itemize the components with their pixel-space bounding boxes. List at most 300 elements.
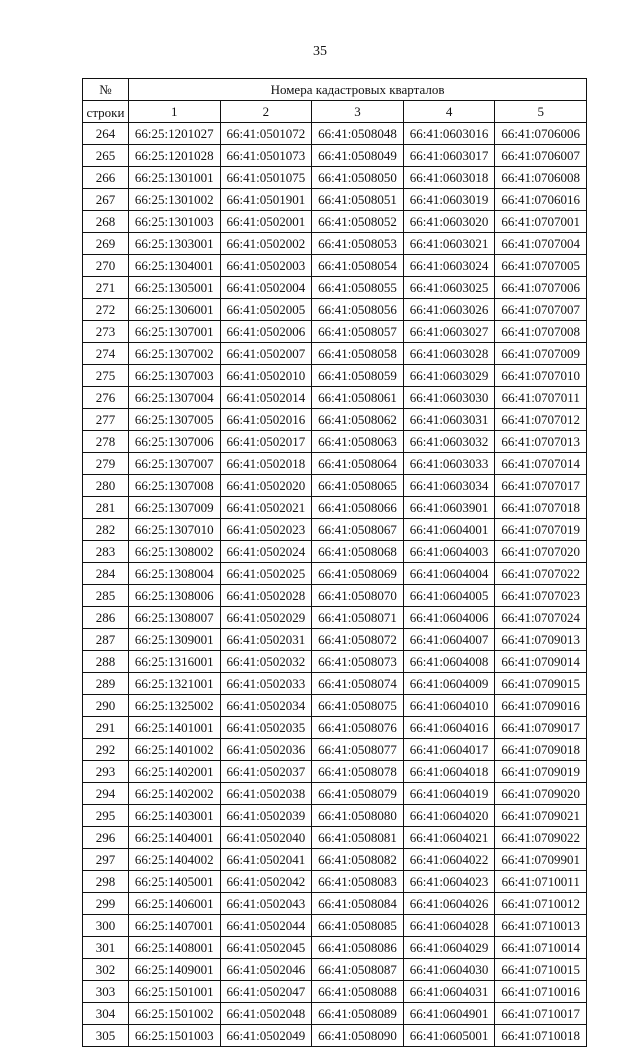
cadastral-number-cell: 66:25:1325002 [129,695,221,717]
table-row [83,563,587,585]
row-number-cell: 273 [83,321,129,343]
table-row [83,1003,587,1025]
table-row [83,1025,587,1047]
cadastral-number-cell: 66:25:1201028 [129,145,221,167]
cadastral-number-cell: 66:41:0508048 [312,123,404,145]
cadastral-number-cell: 66:41:0502045 [220,937,312,959]
cadastral-number-cell: 66:41:0707013 [495,431,587,453]
cadastral-number-cell: 66:41:0501075 [220,167,312,189]
cadastral-number-cell: 66:41:0508062 [312,409,404,431]
cadastral-number-cell: 66:41:0502044 [220,915,312,937]
cadastral-number-cell: 66:41:0709016 [495,695,587,717]
table-row [83,167,587,189]
cadastral-number-cell: 66:41:0502021 [220,497,312,519]
cadastral-number-cell: 66:41:0603030 [403,387,495,409]
cadastral-number-cell: 66:41:0604031 [403,981,495,1003]
cadastral-number-cell: 66:25:1309001 [129,629,221,651]
row-number-cell: 267 [83,189,129,211]
table-row [83,783,587,805]
cadastral-number-cell: 66:41:0508051 [312,189,404,211]
table-row [83,321,587,343]
cadastral-number-cell: 66:41:0508069 [312,563,404,585]
cadastral-number-cell: 66:41:0508074 [312,673,404,695]
cadastral-number-cell: 66:41:0603025 [403,277,495,299]
cadastral-number-cell: 66:41:0502014 [220,387,312,409]
cadastral-number-cell: 66:41:0508061 [312,387,404,409]
cadastral-number-cell: 66:41:0709013 [495,629,587,651]
row-number-cell: 299 [83,893,129,915]
row-number-cell: 302 [83,959,129,981]
column-header-1: 1 [129,101,221,123]
cadastral-number-cell: 66:41:0508079 [312,783,404,805]
cadastral-number-cell: 66:25:1307009 [129,497,221,519]
cadastral-number-cell: 66:25:1308004 [129,563,221,585]
cadastral-number-cell: 66:41:0603034 [403,475,495,497]
cadastral-number-cell: 66:41:0508080 [312,805,404,827]
row-number-cell: 270 [83,255,129,277]
row-number-cell: 290 [83,695,129,717]
cadastral-number-cell: 66:25:1307005 [129,409,221,431]
cadastral-number-cell: 66:41:0508054 [312,255,404,277]
cadastral-number-cell: 66:41:0604018 [403,761,495,783]
column-header-4: 4 [403,101,495,123]
cadastral-number-cell: 66:41:0707006 [495,277,587,299]
cadastral-number-cell: 66:41:0707005 [495,255,587,277]
cadastral-number-cell: 66:25:1307001 [129,321,221,343]
cadastral-number-cell: 66:25:1304001 [129,255,221,277]
cadastral-number-cell: 66:25:1301003 [129,211,221,233]
cadastral-number-cell: 66:41:0502006 [220,321,312,343]
cadastral-number-cell: 66:41:0508072 [312,629,404,651]
table-row [83,695,587,717]
row-number-cell: 292 [83,739,129,761]
cadastral-number-cell: 66:41:0604009 [403,673,495,695]
row-number-cell: 291 [83,717,129,739]
cadastral-number-cell: 66:25:1402002 [129,783,221,805]
cadastral-number-cell: 66:25:1303001 [129,233,221,255]
cadastral-number-cell: 66:41:0502029 [220,607,312,629]
cadastral-number-cell: 66:41:0508067 [312,519,404,541]
row-number-cell: 272 [83,299,129,321]
cadastral-number-cell: 66:41:0508083 [312,871,404,893]
cadastral-number-cell: 66:25:1308007 [129,607,221,629]
row-number-cell: 289 [83,673,129,695]
row-number-cell: 271 [83,277,129,299]
row-number-cell: 285 [83,585,129,607]
cadastral-number-cell: 66:41:0508086 [312,937,404,959]
table-row [83,805,587,827]
cadastral-number-cell: 66:25:1307004 [129,387,221,409]
row-number-cell: 268 [83,211,129,233]
cadastral-number-cell: 66:41:0508077 [312,739,404,761]
table-row [83,277,587,299]
table-row [83,849,587,871]
cadastral-number-cell: 66:41:0603017 [403,145,495,167]
cadastral-number-cell: 66:41:0706016 [495,189,587,211]
cadastral-number-cell: 66:41:0710015 [495,959,587,981]
cadastral-number-cell: 66:41:0604023 [403,871,495,893]
table-row [83,651,587,673]
table-row [83,519,587,541]
cadastral-number-cell: 66:25:1321001 [129,673,221,695]
cadastral-number-cell: 66:41:0706006 [495,123,587,145]
cadastral-number-cell: 66:41:0707023 [495,585,587,607]
cadastral-number-cell: 66:25:1307006 [129,431,221,453]
cadastral-number-cell: 66:41:0604006 [403,607,495,629]
cadastral-number-cell: 66:41:0604007 [403,629,495,651]
column-header-3: 3 [312,101,404,123]
table-row [83,145,587,167]
row-number-cell: 277 [83,409,129,431]
row-number-cell: 265 [83,145,129,167]
cadastral-quarters-table [82,78,587,1047]
row-number-cell: 297 [83,849,129,871]
row-number-cell: 282 [83,519,129,541]
cadastral-number-cell: 66:41:0603031 [403,409,495,431]
cadastral-number-cell: 66:41:0502041 [220,849,312,871]
cadastral-number-cell: 66:41:0502002 [220,233,312,255]
cadastral-number-cell: 66:41:0603028 [403,343,495,365]
cadastral-number-cell: 66:41:0707010 [495,365,587,387]
cadastral-number-cell: 66:41:0604022 [403,849,495,871]
table-row [83,871,587,893]
table-row [83,475,587,497]
cadastral-number-cell: 66:41:0603032 [403,431,495,453]
cadastral-number-cell: 66:25:1307003 [129,365,221,387]
row-number-cell: 298 [83,871,129,893]
row-number-cell: 269 [83,233,129,255]
cadastral-number-cell: 66:25:1306001 [129,299,221,321]
cadastral-number-cell: 66:41:0508084 [312,893,404,915]
cadastral-number-cell: 66:25:1501001 [129,981,221,1003]
cadastral-number-cell: 66:41:0502025 [220,563,312,585]
table-row [83,629,587,651]
cadastral-number-cell: 66:41:0604001 [403,519,495,541]
cadastral-number-cell: 66:41:0502043 [220,893,312,915]
cadastral-number-cell: 66:41:0604030 [403,959,495,981]
cadastral-number-cell: 66:25:1405001 [129,871,221,893]
cadastral-number-cell: 66:41:0707019 [495,519,587,541]
row-number-cell: 266 [83,167,129,189]
cadastral-number-cell: 66:41:0707020 [495,541,587,563]
row-number-header-top: № [83,79,129,101]
row-number-cell: 280 [83,475,129,497]
row-number-cell: 301 [83,937,129,959]
cadastral-number-cell: 66:41:0709020 [495,783,587,805]
cadastral-number-cell: 66:41:0710016 [495,981,587,1003]
cadastral-number-cell: 66:41:0508075 [312,695,404,717]
cadastral-number-cell: 66:41:0709018 [495,739,587,761]
table-row [83,343,587,365]
cadastral-number-cell: 66:41:0502007 [220,343,312,365]
cadastral-number-cell: 66:41:0502001 [220,211,312,233]
cadastral-number-cell: 66:41:0604028 [403,915,495,937]
cadastral-number-cell: 66:41:0502020 [220,475,312,497]
row-number-cell: 264 [83,123,129,145]
cadastral-number-cell: 66:41:0508076 [312,717,404,739]
cadastral-number-cell: 66:41:0502028 [220,585,312,607]
cadastral-number-cell: 66:41:0508087 [312,959,404,981]
cadastral-number-cell: 66:25:1307002 [129,343,221,365]
cadastral-number-cell: 66:41:0709015 [495,673,587,695]
cadastral-number-cell: 66:41:0502037 [220,761,312,783]
cadastral-number-cell: 66:41:0603029 [403,365,495,387]
row-number-cell: 300 [83,915,129,937]
cadastral-number-cell: 66:41:0502049 [220,1025,312,1047]
cadastral-number-cell: 66:41:0604901 [403,1003,495,1025]
cadastral-number-cell: 66:41:0709021 [495,805,587,827]
cadastral-number-cell: 66:41:0707011 [495,387,587,409]
table-row [83,959,587,981]
cadastral-number-cell: 66:25:1301002 [129,189,221,211]
cadastral-number-cell: 66:41:0508073 [312,651,404,673]
table-row [83,981,587,1003]
cadastral-number-cell: 66:25:1308006 [129,585,221,607]
cadastral-number-cell: 66:25:1307008 [129,475,221,497]
cadastral-number-cell: 66:25:1404001 [129,827,221,849]
row-number-cell: 286 [83,607,129,629]
cadastral-number-cell: 66:41:0502032 [220,651,312,673]
cadastral-number-cell: 66:41:0707024 [495,607,587,629]
cadastral-number-cell: 66:25:1407001 [129,915,221,937]
cadastral-number-cell: 66:25:1201027 [129,123,221,145]
cadastral-number-cell: 66:41:0706008 [495,167,587,189]
table-row [83,365,587,387]
cadastral-number-cell: 66:41:0502042 [220,871,312,893]
cadastral-number-cell: 66:41:0603027 [403,321,495,343]
row-number-cell: 288 [83,651,129,673]
row-number-cell: 294 [83,783,129,805]
cadastral-number-cell: 66:41:0502033 [220,673,312,695]
cadastral-number-cell: 66:41:0603021 [403,233,495,255]
cadastral-number-cell: 66:41:0508053 [312,233,404,255]
cadastral-number-cell: 66:41:0508089 [312,1003,404,1025]
cadastral-number-cell: 66:41:0508050 [312,167,404,189]
cadastral-number-cell: 66:25:1307010 [129,519,221,541]
cadastral-number-cell: 66:41:0709017 [495,717,587,739]
cadastral-number-cell: 66:41:0502034 [220,695,312,717]
row-number-cell: 293 [83,761,129,783]
cadastral-number-cell: 66:25:1308002 [129,541,221,563]
table-row [83,211,587,233]
cadastral-number-cell: 66:25:1404002 [129,849,221,871]
table-row [83,255,587,277]
cadastral-number-cell: 66:41:0709014 [495,651,587,673]
row-number-cell: 304 [83,1003,129,1025]
table-row [83,497,587,519]
table-row [83,123,587,145]
row-number-cell: 274 [83,343,129,365]
table-row [83,431,587,453]
cadastral-number-cell: 66:41:0508064 [312,453,404,475]
page-number: 35 [313,44,327,59]
table-row [83,915,587,937]
cadastral-number-cell: 66:41:0508082 [312,849,404,871]
cadastral-number-cell: 66:41:0508065 [312,475,404,497]
table-row [83,739,587,761]
cadastral-number-cell: 66:41:0604026 [403,893,495,915]
table-header [83,79,587,123]
cadastral-number-cell: 66:41:0707008 [495,321,587,343]
cadastral-number-cell: 66:41:0604003 [403,541,495,563]
cadastral-number-cell: 66:41:0508071 [312,607,404,629]
cadastral-number-cell: 66:41:0508059 [312,365,404,387]
cadastral-number-cell: 66:41:0502040 [220,827,312,849]
column-header-5: 5 [495,101,587,123]
cadastral-number-cell: 66:41:0604020 [403,805,495,827]
cadastral-number-cell: 66:41:0604010 [403,695,495,717]
cadastral-number-cell: 66:41:0710012 [495,893,587,915]
cadastral-number-cell: 66:41:0709901 [495,849,587,871]
cadastral-number-cell: 66:41:0502039 [220,805,312,827]
cadastral-number-cell: 66:41:0604016 [403,717,495,739]
table-row [83,673,587,695]
cadastral-number-cell: 66:41:0502031 [220,629,312,651]
cadastral-number-cell: 66:41:0508057 [312,321,404,343]
cadastral-number-cell: 66:41:0707009 [495,343,587,365]
cadastral-number-cell: 66:41:0508090 [312,1025,404,1047]
cadastral-number-cell: 66:41:0603020 [403,211,495,233]
cadastral-number-cell: 66:41:0707018 [495,497,587,519]
table-row [83,761,587,783]
row-number-cell: 295 [83,805,129,827]
cadastral-number-cell: 66:41:0604004 [403,563,495,585]
cadastral-number-cell: 66:41:0604019 [403,783,495,805]
cadastral-number-cell: 66:41:0710018 [495,1025,587,1047]
row-number-cell: 284 [83,563,129,585]
cadastral-number-cell: 66:41:0502047 [220,981,312,1003]
table-row [83,409,587,431]
cadastral-number-cell: 66:41:0508066 [312,497,404,519]
cadastral-number-cell: 66:25:1401002 [129,739,221,761]
cadastral-number-cell: 66:25:1409001 [129,959,221,981]
cadastral-number-cell: 66:41:0502004 [220,277,312,299]
cadastral-number-cell: 66:41:0502035 [220,717,312,739]
cadastral-number-cell: 66:41:0604021 [403,827,495,849]
row-number-cell: 276 [83,387,129,409]
cadastral-number-cell: 66:41:0502048 [220,1003,312,1025]
table-row [83,585,587,607]
table-row [83,607,587,629]
table-row [83,541,587,563]
cadastral-number-cell: 66:25:1501002 [129,1003,221,1025]
cadastral-number-cell: 66:41:0707001 [495,211,587,233]
cadastral-number-cell: 66:41:0604017 [403,739,495,761]
table-body [83,123,587,1047]
cadastral-number-cell: 66:25:1305001 [129,277,221,299]
cadastral-number-cell: 66:41:0603033 [403,453,495,475]
cadastral-number-cell: 66:41:0508058 [312,343,404,365]
column-header-2: 2 [220,101,312,123]
row-number-cell: 287 [83,629,129,651]
cadastral-number-cell: 66:25:1401001 [129,717,221,739]
row-number-cell: 279 [83,453,129,475]
row-number-cell: 296 [83,827,129,849]
cadastral-number-cell: 66:41:0707017 [495,475,587,497]
cadastral-number-cell: 66:41:0603019 [403,189,495,211]
cadastral-number-cell: 66:41:0603016 [403,123,495,145]
table-row [83,937,587,959]
cadastral-number-cell: 66:41:0502016 [220,409,312,431]
cadastral-number-cell: 66:41:0710014 [495,937,587,959]
cadastral-number-cell: 66:41:0709019 [495,761,587,783]
row-number-cell: 283 [83,541,129,563]
cadastral-number-cell: 66:41:0502010 [220,365,312,387]
row-number-cell: 281 [83,497,129,519]
cadastral-number-cell: 66:25:1402001 [129,761,221,783]
cadastral-number-cell: 66:41:0501073 [220,145,312,167]
row-number-cell: 278 [83,431,129,453]
cadastral-number-cell: 66:41:0502017 [220,431,312,453]
cadastral-number-cell: 66:41:0508052 [312,211,404,233]
cadastral-number-cell: 66:41:0502038 [220,783,312,805]
cadastral-number-cell: 66:41:0605001 [403,1025,495,1047]
row-number-cell: 275 [83,365,129,387]
cadastral-number-cell: 66:25:1403001 [129,805,221,827]
table-row [83,827,587,849]
cadastral-number-cell: 66:41:0502036 [220,739,312,761]
row-number-cell: 305 [83,1025,129,1047]
cadastral-number-cell: 66:41:0502005 [220,299,312,321]
cadastral-number-cell: 66:41:0707014 [495,453,587,475]
cadastral-number-cell: 66:41:0603018 [403,167,495,189]
table-row [83,717,587,739]
table-row [83,453,587,475]
cadastral-number-cell: 66:41:0710011 [495,871,587,893]
cadastral-number-cell: 66:41:0707012 [495,409,587,431]
cadastral-number-cell: 66:41:0603026 [403,299,495,321]
cadastral-number-cell: 66:41:0710017 [495,1003,587,1025]
cadastral-number-cell: 66:41:0502023 [220,519,312,541]
table-row [83,387,587,409]
cadastral-number-cell: 66:25:1301001 [129,167,221,189]
cadastral-number-cell: 66:41:0501901 [220,189,312,211]
cadastral-number-cell: 66:25:1501003 [129,1025,221,1047]
table-row [83,233,587,255]
cadastral-number-cell: 66:41:0707007 [495,299,587,321]
cadastral-number-cell: 66:41:0502003 [220,255,312,277]
cadastral-number-cell: 66:41:0707022 [495,563,587,585]
cadastral-number-cell: 66:41:0706007 [495,145,587,167]
cadastral-number-cell: 66:41:0508078 [312,761,404,783]
cadastral-number-cell: 66:25:1316001 [129,651,221,673]
table-row [83,189,587,211]
cadastral-number-cell: 66:41:0508056 [312,299,404,321]
cadastral-number-cell: 66:41:0710013 [495,915,587,937]
cadastral-number-cell: 66:41:0508055 [312,277,404,299]
cadastral-number-cell: 66:41:0604005 [403,585,495,607]
cadastral-number-cell: 66:41:0508063 [312,431,404,453]
cadastral-number-cell: 66:41:0502046 [220,959,312,981]
cadastral-number-cell: 66:41:0508085 [312,915,404,937]
cadastral-number-cell: 66:41:0604029 [403,937,495,959]
cadastral-number-cell: 66:41:0603901 [403,497,495,519]
cadastral-number-cell: 66:41:0501072 [220,123,312,145]
table-row [83,299,587,321]
cadastral-number-cell: 66:41:0508088 [312,981,404,1003]
cadastral-number-cell: 66:41:0502018 [220,453,312,475]
cadastral-number-cell: 66:41:0502024 [220,541,312,563]
row-number-header-bottom: строки [83,101,129,123]
group-title-header: Номера кадастровых кварталов [129,79,587,101]
cadastral-number-cell: 66:41:0508049 [312,145,404,167]
cadastral-number-cell: 66:41:0709022 [495,827,587,849]
cadastral-number-cell: 66:25:1406001 [129,893,221,915]
cadastral-number-cell: 66:41:0603024 [403,255,495,277]
cadastral-number-cell: 66:41:0508070 [312,585,404,607]
cadastral-number-cell: 66:41:0604008 [403,651,495,673]
row-number-cell: 303 [83,981,129,1003]
